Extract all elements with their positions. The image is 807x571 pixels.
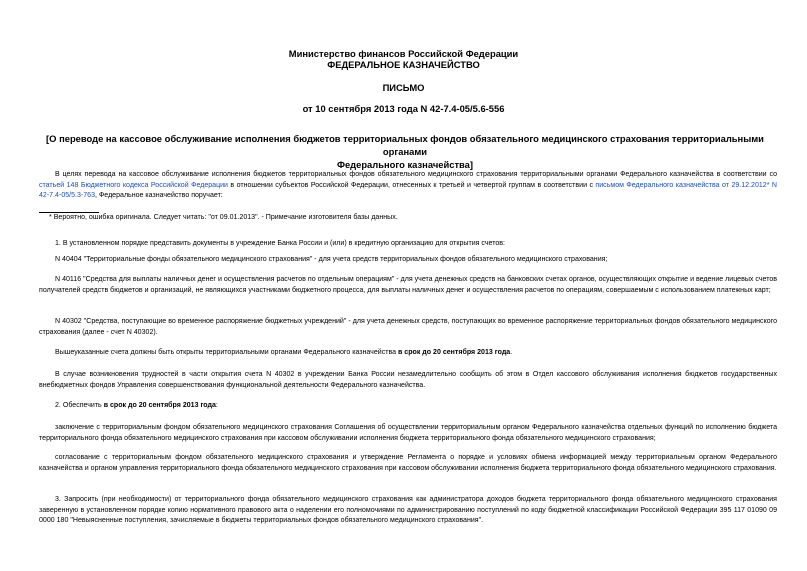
document-title-line1: [О переводе на кассовое обслуживание исполнения бюджетов территориальных фондов обязательного медицинского страхования территориальными органами: [46, 133, 764, 157]
account-difficulty-note: В случае возникновения трудностей в части открытия счета N 40302 в учреждении Банка России незамедлительно сообщить об этом в Отдел кассового обслуживания исполнения бюджетов государственных внебюджетных фондов Управления совершенствования функциональной деятельности Федерального казначейства.: [39, 371, 777, 389]
intro-text-part3: , Федеральное казначейство поручает:: [95, 192, 223, 200]
account-40404: N 40404 "Территориальные фонды обязательного медицинского страхования" - для учета средств территориальных фондов обязательного медицинского страхования;: [55, 256, 608, 263]
item2-text-post: :: [215, 402, 218, 409]
item3-request: 3. Запросить (при необходимости) от территориального фонда обязательного медицинского страхования как администратора доходов бюджета территориального фонда обязательного медицинского страхования заверенную в установленном порядке копию нормативного правового акта о наделении его полномочиями по администрированию поступлений по коду бюджетной классификации Российской Федерации 395 117 01090 09 0000 180 "Невыясненные поступления, зачисляемые в бюджеты территориальных фондов обязательного медицинского страхования".: [39, 496, 777, 525]
budget-code-article-link[interactable]: статьей 148 Бюджетного кодекса Российской Федерации: [39, 181, 228, 189]
document-title-line2: Федерального казначейства]: [336, 159, 474, 170]
item2-intro: [39, 401, 777, 412]
deadline-text-post: .: [510, 349, 513, 356]
item2-text-pre: 2. Обеспечить: [55, 402, 104, 409]
item1-intro: 1. В установленном порядке представить документы в учреждение Банка России и (или) в кредитную организацию для открытия счетов:: [55, 240, 505, 247]
footnote: * Вероятно, ошибка оригинала. Следует читать: "от 09.01.2013". - Примечание изготовителя базы данных.: [49, 214, 398, 221]
item2-agreement: заключение с территориальным фондом обязательного медицинского страхования Соглашения об осуществлении территориальным органом Федерального казначейства отдельных функций по исполнению бюджета территориального фонда обязательного медицинского страхования при кассовом обслуживании исполнения бюджета территориального фонда обязательного медицинского страхования;: [39, 424, 777, 442]
intro-text-part1: В целях перевода на кассовое обслуживание исполнения бюджетов территориальных фондов обязательного медицинского страхования территориальными органами Федерального казначейства в соответствии со: [55, 171, 777, 178]
account-40302: N 40302 "Средства, поступающие во временное распоряжение бюджетных учреждений" - для учета денежных средств, поступающих во временное распоряжение территориальных фондов обязательного медицинского страхования (далее - счет N 40302).: [39, 318, 777, 336]
deadline-date: в срок до 20 сентября 2013 года: [398, 349, 511, 356]
item2-deadline-date: в срок до 20 сентября 2013 года: [103, 402, 216, 409]
deadline-text-pre: Вышеуказанные счета должны быть открыты территориальными органами Федерального казначейства: [55, 349, 398, 356]
ministry-name: Министерство финансов Российской Федерации: [288, 48, 519, 59]
document-title: [30, 132, 780, 171]
account-40116: N 40116 "Средства для выплаты наличных денег и осуществления расчетов по отдельным операциям" - для учета денежных средств на банковских счетах органов, осуществляющих открытие и ведение лицевых счетов получателей средств бюджетов и организаций, не являющихся участниками бюджетного процесса, для выплаты наличных денег и осуществления расчетов по операциям, совершаемым с использованием платежных карт;: [39, 276, 777, 294]
document-type: ПИСЬМО: [382, 82, 425, 93]
intro-text-part2: в отношении субъектов Российской Федерации, отнесенных к третьей и четвертой группам в соответствии с: [228, 181, 596, 189]
item2-regulation: согласование с территориальным фондом обязательного медицинского страхования и утверждение Регламента о порядке и условиях обмена информацией между территориальным органом Федерального казначейства и органом управления территориального фонда обязательного медицинского страхования при кассовом обслуживании исполнения бюджета территориального фонда обязательного медицинского страхования.: [39, 454, 777, 472]
document-date-number: от 10 сентября 2013 года N 42-7.4-05/5.6-556: [302, 103, 505, 114]
intro-paragraph: [39, 170, 777, 202]
accounts-deadline: [39, 348, 777, 359]
treasury-name: ФЕДЕРАЛЬНОЕ КАЗНАЧЕЙСТВО: [327, 59, 480, 70]
treasury-letter-link[interactable]: письмом Федерального казначейства от 29.12.2012* N 42-7.4-05/5.3-763: [39, 181, 777, 200]
